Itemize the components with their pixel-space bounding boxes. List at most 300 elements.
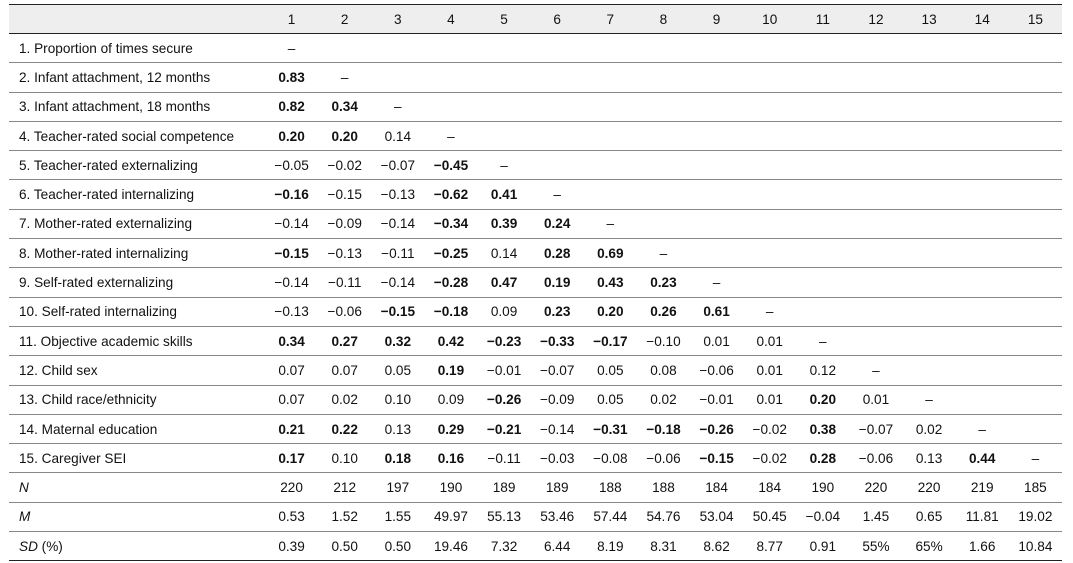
stat-row bbox=[9, 473, 1062, 502]
correlation-cell: 0.05 bbox=[584, 356, 637, 385]
empty-cell bbox=[903, 239, 956, 268]
stat-cell: 184 bbox=[743, 473, 796, 502]
empty-cell bbox=[1009, 63, 1062, 92]
table-row bbox=[9, 151, 1062, 180]
row-label: 10. Self-rated internalizing bbox=[9, 297, 265, 326]
correlation-cell: −0.26 bbox=[478, 385, 531, 414]
empty-cell bbox=[1009, 34, 1062, 63]
correlation-cell: 0.01 bbox=[743, 356, 796, 385]
correlation-cell: −0.10 bbox=[637, 326, 690, 355]
empty-cell bbox=[584, 151, 637, 180]
stat-cell: 7.32 bbox=[478, 532, 531, 561]
empty-cell bbox=[956, 297, 1009, 326]
correlation-cell: −0.07 bbox=[849, 414, 902, 443]
row-label: 6. Teacher-rated internalizing bbox=[9, 180, 265, 209]
empty-cell bbox=[849, 63, 902, 92]
column-header-10: 10 bbox=[743, 5, 796, 34]
stat-cell: 190 bbox=[796, 473, 849, 502]
empty-cell bbox=[956, 92, 1009, 121]
column-header-7: 7 bbox=[584, 5, 637, 34]
empty-cell bbox=[1009, 297, 1062, 326]
empty-cell bbox=[424, 92, 477, 121]
stat-cell: 220 bbox=[265, 473, 318, 502]
correlation-cell: – bbox=[531, 180, 584, 209]
correlation-cell: 0.02 bbox=[318, 385, 371, 414]
correlation-cell: 0.24 bbox=[531, 209, 584, 238]
correlation-cell: 0.01 bbox=[690, 326, 743, 355]
correlation-cell: – bbox=[1009, 444, 1062, 473]
column-header-15: 15 bbox=[1009, 5, 1062, 34]
stat-cell: 184 bbox=[690, 473, 743, 502]
empty-cell bbox=[796, 151, 849, 180]
empty-cell bbox=[637, 92, 690, 121]
empty-cell bbox=[903, 297, 956, 326]
empty-cell bbox=[849, 326, 902, 355]
empty-cell bbox=[531, 63, 584, 92]
stat-cell: 188 bbox=[637, 473, 690, 502]
correlation-cell: 0.05 bbox=[584, 385, 637, 414]
correlation-cell: −0.33 bbox=[531, 326, 584, 355]
column-header-4: 4 bbox=[424, 5, 477, 34]
empty-cell bbox=[318, 34, 371, 63]
row-label: 14. Maternal education bbox=[9, 414, 265, 443]
correlation-cell: 0.22 bbox=[318, 414, 371, 443]
empty-cell bbox=[956, 34, 1009, 63]
correlation-cell: −0.01 bbox=[690, 385, 743, 414]
empty-cell bbox=[743, 121, 796, 150]
stat-cell: 8.62 bbox=[690, 532, 743, 561]
empty-cell bbox=[956, 239, 1009, 268]
empty-cell bbox=[796, 121, 849, 150]
correlation-cell: 0.23 bbox=[637, 268, 690, 297]
empty-cell bbox=[956, 385, 1009, 414]
empty-cell bbox=[956, 209, 1009, 238]
empty-cell bbox=[637, 180, 690, 209]
table-row bbox=[9, 209, 1062, 238]
table-row bbox=[9, 121, 1062, 150]
stat-cell: 8.19 bbox=[584, 532, 637, 561]
stat-cell: 11.81 bbox=[956, 502, 1009, 531]
correlation-cell: 0.41 bbox=[478, 180, 531, 209]
empty-cell bbox=[1009, 180, 1062, 209]
column-header-8: 8 bbox=[637, 5, 690, 34]
correlation-cell: −0.06 bbox=[637, 444, 690, 473]
empty-cell bbox=[743, 63, 796, 92]
stat-cell: 190 bbox=[424, 473, 477, 502]
row-label: 8. Mother-rated internalizing bbox=[9, 239, 265, 268]
table-row bbox=[9, 385, 1062, 414]
empty-cell bbox=[903, 356, 956, 385]
empty-cell bbox=[531, 151, 584, 180]
empty-cell bbox=[903, 326, 956, 355]
correlation-cell: 0.20 bbox=[265, 121, 318, 150]
correlation-cell: – bbox=[690, 268, 743, 297]
empty-cell bbox=[478, 121, 531, 150]
empty-cell bbox=[903, 180, 956, 209]
correlation-cell: – bbox=[796, 326, 849, 355]
correlation-cell: – bbox=[956, 414, 1009, 443]
empty-cell bbox=[796, 209, 849, 238]
empty-cell bbox=[637, 209, 690, 238]
stat-cell: 54.76 bbox=[637, 502, 690, 531]
column-header-14: 14 bbox=[956, 5, 1009, 34]
empty-cell bbox=[478, 63, 531, 92]
stat-row bbox=[9, 502, 1062, 531]
column-header-label bbox=[9, 5, 265, 34]
stat-cell: 50.45 bbox=[743, 502, 796, 531]
correlation-cell: 0.19 bbox=[531, 268, 584, 297]
stat-cell: 220 bbox=[903, 473, 956, 502]
stat-cell: 0.50 bbox=[318, 532, 371, 561]
empty-cell bbox=[849, 180, 902, 209]
correlation-cell: 0.02 bbox=[903, 414, 956, 443]
empty-cell bbox=[584, 92, 637, 121]
correlation-cell: −0.16 bbox=[265, 180, 318, 209]
empty-cell bbox=[584, 121, 637, 150]
correlation-cell: 0.01 bbox=[743, 326, 796, 355]
empty-cell bbox=[531, 34, 584, 63]
empty-cell bbox=[796, 180, 849, 209]
empty-cell bbox=[849, 239, 902, 268]
table-row bbox=[9, 414, 1062, 443]
stat-cell: 185 bbox=[1009, 473, 1062, 502]
correlation-cell: 0.05 bbox=[371, 356, 424, 385]
correlation-cell: 0.82 bbox=[265, 92, 318, 121]
correlation-cell: 0.20 bbox=[584, 297, 637, 326]
correlation-cell: 0.07 bbox=[265, 385, 318, 414]
stat-cell: 53.46 bbox=[531, 502, 584, 531]
correlation-cell: −0.45 bbox=[424, 151, 477, 180]
correlation-cell: −0.14 bbox=[371, 209, 424, 238]
correlation-cell: −0.02 bbox=[743, 444, 796, 473]
empty-cell bbox=[956, 63, 1009, 92]
correlation-cell: 0.10 bbox=[318, 444, 371, 473]
empty-cell bbox=[690, 63, 743, 92]
stat-row bbox=[9, 532, 1062, 561]
correlation-cell: −0.31 bbox=[584, 414, 637, 443]
empty-cell bbox=[796, 63, 849, 92]
stat-cell: 0.50 bbox=[371, 532, 424, 561]
column-header-11: 11 bbox=[796, 5, 849, 34]
stat-cell: 189 bbox=[478, 473, 531, 502]
stat-cell: 0.65 bbox=[903, 502, 956, 531]
correlation-cell: – bbox=[743, 297, 796, 326]
correlation-cell: −0.05 bbox=[265, 151, 318, 180]
stat-label bbox=[9, 532, 265, 561]
empty-cell bbox=[371, 34, 424, 63]
correlation-cell: 0.26 bbox=[637, 297, 690, 326]
correlation-cell: −0.15 bbox=[690, 444, 743, 473]
correlation-cell: 0.13 bbox=[903, 444, 956, 473]
correlation-cell: −0.07 bbox=[531, 356, 584, 385]
empty-cell bbox=[637, 121, 690, 150]
correlation-cell: −0.13 bbox=[318, 239, 371, 268]
correlation-cell: 0.01 bbox=[849, 385, 902, 414]
empty-cell bbox=[1009, 385, 1062, 414]
stat-cell: 1.66 bbox=[956, 532, 1009, 561]
correlation-cell: 0.44 bbox=[956, 444, 1009, 473]
correlation-cell: −0.06 bbox=[849, 444, 902, 473]
correlation-cell: −0.07 bbox=[371, 151, 424, 180]
stat-cell: 8.31 bbox=[637, 532, 690, 561]
correlation-cell: – bbox=[371, 92, 424, 121]
empty-cell bbox=[849, 268, 902, 297]
correlation-cell: 0.12 bbox=[796, 356, 849, 385]
stat-cell: 19.46 bbox=[424, 532, 477, 561]
correlation-cell: – bbox=[318, 63, 371, 92]
correlation-cell: – bbox=[637, 239, 690, 268]
correlation-cell: – bbox=[903, 385, 956, 414]
empty-cell bbox=[903, 121, 956, 150]
stat-cell: 65% bbox=[903, 532, 956, 561]
correlation-cell: −0.14 bbox=[265, 209, 318, 238]
stat-label-suffix: (%) bbox=[37, 538, 63, 554]
correlation-cell: −0.14 bbox=[371, 268, 424, 297]
empty-cell bbox=[637, 63, 690, 92]
correlation-cell: −0.08 bbox=[584, 444, 637, 473]
empty-cell bbox=[637, 151, 690, 180]
empty-cell bbox=[956, 326, 1009, 355]
correlation-cell: 0.19 bbox=[424, 356, 477, 385]
table-row bbox=[9, 297, 1062, 326]
table-row bbox=[9, 34, 1062, 63]
empty-cell bbox=[956, 180, 1009, 209]
stat-cell: 0.39 bbox=[265, 532, 318, 561]
correlation-cell: 0.32 bbox=[371, 326, 424, 355]
correlation-cell: – bbox=[424, 121, 477, 150]
row-label: 12. Child sex bbox=[9, 356, 265, 385]
correlation-cell: −0.15 bbox=[318, 180, 371, 209]
empty-cell bbox=[849, 121, 902, 150]
correlation-cell: −0.17 bbox=[584, 326, 637, 355]
stat-label-text: M bbox=[19, 509, 31, 525]
correlation-cell: −0.13 bbox=[265, 297, 318, 326]
table-row bbox=[9, 63, 1062, 92]
empty-cell bbox=[743, 268, 796, 297]
empty-cell bbox=[743, 92, 796, 121]
correlation-cell: −0.18 bbox=[637, 414, 690, 443]
correlation-cell: −0.14 bbox=[531, 414, 584, 443]
empty-cell bbox=[849, 297, 902, 326]
correlation-cell: 0.14 bbox=[478, 239, 531, 268]
correlation-cell: 0.02 bbox=[637, 385, 690, 414]
stat-cell: 1.45 bbox=[849, 502, 902, 531]
correlation-cell: 0.08 bbox=[637, 356, 690, 385]
correlation-cell: −0.11 bbox=[318, 268, 371, 297]
stat-label bbox=[9, 473, 265, 502]
stat-cell: 55.13 bbox=[478, 502, 531, 531]
stat-cell: 1.55 bbox=[371, 502, 424, 531]
stat-cell: 8.77 bbox=[743, 532, 796, 561]
correlation-cell: −0.09 bbox=[318, 209, 371, 238]
column-header-5: 5 bbox=[478, 5, 531, 34]
correlation-cell: 0.01 bbox=[743, 385, 796, 414]
empty-cell bbox=[1009, 209, 1062, 238]
stat-cell: 57.44 bbox=[584, 502, 637, 531]
empty-cell bbox=[690, 121, 743, 150]
correlation-cell: 0.38 bbox=[796, 414, 849, 443]
correlation-cell: 0.09 bbox=[424, 385, 477, 414]
stat-cell: 219 bbox=[956, 473, 1009, 502]
row-label: 2. Infant attachment, 12 months bbox=[9, 63, 265, 92]
empty-cell bbox=[903, 63, 956, 92]
correlation-cell: −0.15 bbox=[371, 297, 424, 326]
table-row bbox=[9, 180, 1062, 209]
empty-cell bbox=[903, 268, 956, 297]
row-label: 3. Infant attachment, 18 months bbox=[9, 92, 265, 121]
correlation-cell: 0.13 bbox=[371, 414, 424, 443]
correlation-cell: 0.34 bbox=[265, 326, 318, 355]
empty-cell bbox=[956, 268, 1009, 297]
empty-cell bbox=[796, 34, 849, 63]
empty-cell bbox=[1009, 121, 1062, 150]
row-label: 1. Proportion of times secure bbox=[9, 34, 265, 63]
correlation-cell: −0.03 bbox=[531, 444, 584, 473]
stat-label-text: N bbox=[19, 480, 29, 496]
correlation-cell: 0.61 bbox=[690, 297, 743, 326]
correlation-cell: −0.09 bbox=[531, 385, 584, 414]
empty-cell bbox=[743, 180, 796, 209]
correlation-cell: 0.18 bbox=[371, 444, 424, 473]
table-row bbox=[9, 356, 1062, 385]
empty-cell bbox=[796, 268, 849, 297]
correlation-cell: 0.42 bbox=[424, 326, 477, 355]
stat-cell: 212 bbox=[318, 473, 371, 502]
empty-cell bbox=[690, 239, 743, 268]
column-header-1: 1 bbox=[265, 5, 318, 34]
empty-cell bbox=[478, 92, 531, 121]
correlation-cell: 0.34 bbox=[318, 92, 371, 121]
stat-cell: 53.04 bbox=[690, 502, 743, 531]
empty-cell bbox=[903, 151, 956, 180]
correlation-cell: 0.69 bbox=[584, 239, 637, 268]
row-label: 15. Caregiver SEI bbox=[9, 444, 265, 473]
empty-cell bbox=[531, 121, 584, 150]
empty-cell bbox=[1009, 414, 1062, 443]
correlation-cell: −0.21 bbox=[478, 414, 531, 443]
correlation-cell: 0.21 bbox=[265, 414, 318, 443]
correlation-cell: – bbox=[849, 356, 902, 385]
correlation-cell: −0.06 bbox=[318, 297, 371, 326]
empty-cell bbox=[1009, 356, 1062, 385]
stat-cell: 1.52 bbox=[318, 502, 371, 531]
row-label: 13. Child race/ethnicity bbox=[9, 385, 265, 414]
table-body bbox=[9, 34, 1062, 561]
stat-cell: 6.44 bbox=[531, 532, 584, 561]
row-label: 11. Objective academic skills bbox=[9, 326, 265, 355]
correlation-cell: 0.10 bbox=[371, 385, 424, 414]
correlation-cell: −0.15 bbox=[265, 239, 318, 268]
empty-cell bbox=[849, 92, 902, 121]
stat-cell: 49.97 bbox=[424, 502, 477, 531]
correlation-cell: 0.27 bbox=[318, 326, 371, 355]
correlation-cell: – bbox=[265, 34, 318, 63]
correlation-cell: −0.18 bbox=[424, 297, 477, 326]
correlation-cell: 0.83 bbox=[265, 63, 318, 92]
correlation-cell: −0.02 bbox=[318, 151, 371, 180]
table-row bbox=[9, 239, 1062, 268]
correlation-cell: −0.25 bbox=[424, 239, 477, 268]
empty-cell bbox=[424, 34, 477, 63]
empty-cell bbox=[478, 34, 531, 63]
stat-cell: 189 bbox=[531, 473, 584, 502]
column-header-12: 12 bbox=[849, 5, 902, 34]
correlation-cell: 0.47 bbox=[478, 268, 531, 297]
stat-label bbox=[9, 502, 265, 531]
column-header-9: 9 bbox=[690, 5, 743, 34]
stat-cell: 188 bbox=[584, 473, 637, 502]
empty-cell bbox=[690, 151, 743, 180]
empty-cell bbox=[903, 34, 956, 63]
stat-cell: −0.04 bbox=[796, 502, 849, 531]
empty-cell bbox=[531, 92, 584, 121]
correlation-cell: −0.06 bbox=[690, 356, 743, 385]
empty-cell bbox=[849, 151, 902, 180]
empty-cell bbox=[690, 209, 743, 238]
table-row bbox=[9, 326, 1062, 355]
stat-cell: 19.02 bbox=[1009, 502, 1062, 531]
correlation-cell: 0.07 bbox=[318, 356, 371, 385]
empty-cell bbox=[956, 121, 1009, 150]
empty-cell bbox=[796, 92, 849, 121]
correlation-cell: 0.20 bbox=[318, 121, 371, 150]
correlation-cell: −0.14 bbox=[265, 268, 318, 297]
correlation-cell: 0.39 bbox=[478, 209, 531, 238]
correlation-cell: −0.13 bbox=[371, 180, 424, 209]
correlation-cell: 0.28 bbox=[796, 444, 849, 473]
column-header-6: 6 bbox=[531, 5, 584, 34]
row-label: 9. Self-rated externalizing bbox=[9, 268, 265, 297]
empty-cell bbox=[1009, 92, 1062, 121]
correlation-cell: – bbox=[478, 151, 531, 180]
correlation-cell: – bbox=[584, 209, 637, 238]
correlation-cell: 0.20 bbox=[796, 385, 849, 414]
column-header-2: 2 bbox=[318, 5, 371, 34]
empty-cell bbox=[849, 209, 902, 238]
column-header-3: 3 bbox=[371, 5, 424, 34]
row-label: 4. Teacher-rated social competence bbox=[9, 121, 265, 150]
empty-cell bbox=[903, 209, 956, 238]
correlation-cell: 0.43 bbox=[584, 268, 637, 297]
correlation-cell: 0.23 bbox=[531, 297, 584, 326]
empty-cell bbox=[903, 92, 956, 121]
correlation-cell: 0.07 bbox=[265, 356, 318, 385]
empty-cell bbox=[796, 239, 849, 268]
correlation-cell: 0.29 bbox=[424, 414, 477, 443]
correlation-cell: −0.34 bbox=[424, 209, 477, 238]
table-row bbox=[9, 92, 1062, 121]
empty-cell bbox=[637, 34, 690, 63]
empty-cell bbox=[584, 180, 637, 209]
correlation-cell: −0.23 bbox=[478, 326, 531, 355]
empty-cell bbox=[1009, 326, 1062, 355]
empty-cell bbox=[743, 34, 796, 63]
column-header-13: 13 bbox=[903, 5, 956, 34]
correlation-cell: −0.62 bbox=[424, 180, 477, 209]
correlation-cell: −0.11 bbox=[371, 239, 424, 268]
correlation-cell: 0.14 bbox=[371, 121, 424, 150]
stat-cell: 55% bbox=[849, 532, 902, 561]
correlation-cell: −0.26 bbox=[690, 414, 743, 443]
empty-cell bbox=[743, 209, 796, 238]
empty-cell bbox=[956, 151, 1009, 180]
empty-cell bbox=[743, 151, 796, 180]
empty-cell bbox=[424, 63, 477, 92]
stat-cell: 10.84 bbox=[1009, 532, 1062, 561]
correlation-table bbox=[9, 4, 1062, 561]
empty-cell bbox=[1009, 268, 1062, 297]
empty-cell bbox=[371, 63, 424, 92]
